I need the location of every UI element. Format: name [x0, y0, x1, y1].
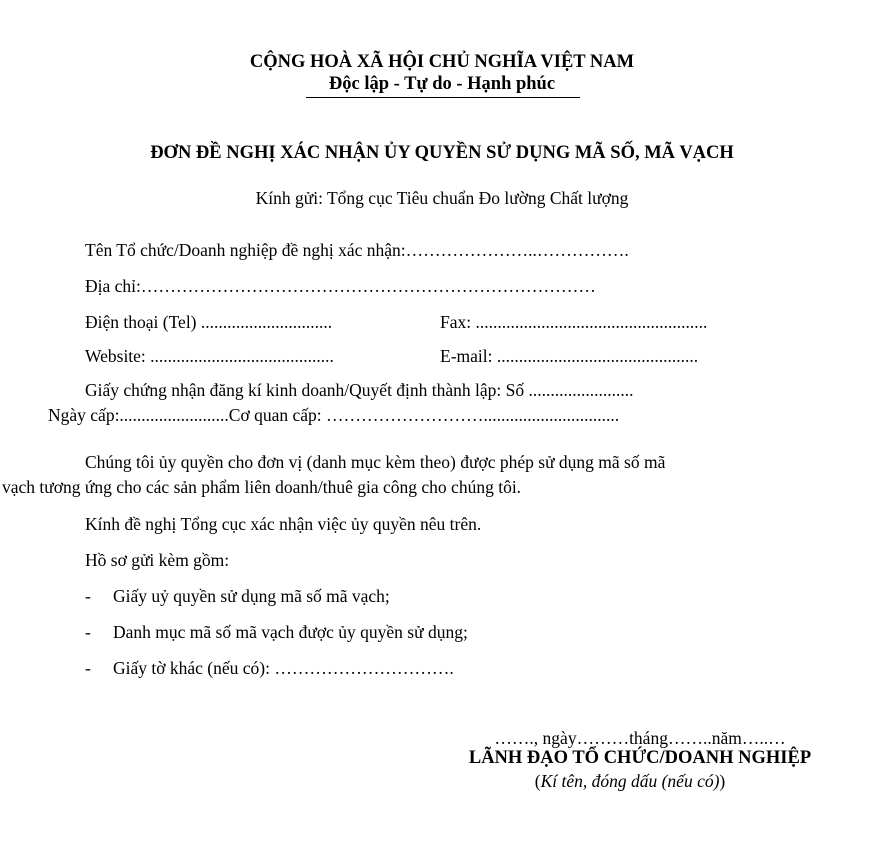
signature-note	[410, 771, 850, 791]
attachment-item: Giấy tờ khác (nếu có): ………………………….	[113, 658, 454, 678]
website-field: Website: ..........................................	[85, 346, 334, 366]
fax-field: Fax: .....................................................	[440, 312, 708, 332]
phone-field: Điện thoại (Tel) ..............................	[85, 312, 333, 332]
attachments-label: Hồ sơ gửi kèm gồm:	[85, 550, 230, 570]
motto-underline	[306, 97, 580, 98]
signature-note-open: (	[534, 771, 541, 791]
signature-note-close: )	[719, 771, 726, 791]
national-title: CỘNG HOÀ XÃ HỘI CHỦ NGHĨA VIỆT NAM	[249, 52, 635, 72]
recipient: Kính gửi: Tổng cục Tiêu chuẩn Đo lường Chất lượng	[255, 188, 629, 208]
issue-info-field: Ngày cấp:.........................Cơ quan cấp: ………………………...............................	[48, 405, 620, 425]
authorization-line-1: Chúng tôi ủy quyền cho đơn vị (danh mục kèm theo) được phép sử dụng mã số mã	[85, 452, 666, 472]
org-name-field: Tên Tổ chức/Doanh nghiệp đề nghị xác nhận:…………………..…………….	[85, 240, 629, 260]
attachment-item: Danh mục mã số mã vạch được ủy quyền sử dụng;	[113, 622, 468, 642]
request-text: Kính đề nghị Tổng cục xác nhận việc ủy quyền nêu trên.	[85, 514, 482, 534]
attachment-bullet: -	[85, 586, 91, 606]
email-field: E-mail: ..............................................	[440, 346, 699, 366]
authorization-line-2: vạch tương ứng cho các sản phẩm liên doanh/thuê gia công cho chúng tôi.	[2, 477, 522, 497]
form-title: ĐƠN ĐỀ NGHỊ XÁC NHẬN ỦY QUYỀN SỬ DỤNG MÃ SỐ, MÃ VẠCH	[150, 143, 734, 163]
signature-title: LÃNH ĐẠO TỔ CHỨC/DOANH NGHIỆP	[468, 748, 812, 768]
attachment-bullet: -	[85, 622, 91, 642]
address-field: Địa chỉ:……………………………………………………………………	[85, 276, 596, 296]
signature-date-line: ……., ngày………tháng……..năm…..…	[494, 728, 786, 748]
attachment-item: Giấy uỷ quyền sử dụng mã số mã vạch;	[113, 586, 390, 606]
national-motto: Độc lập - Tự do - Hạnh phúc	[328, 74, 556, 94]
business-cert-field: Giấy chứng nhận đăng kí kinh doanh/Quyết định thành lập: Số ........................	[85, 380, 634, 400]
signature-note-text: Kí tên, đóng dấu (nếu có)	[540, 771, 720, 791]
attachment-bullet: -	[85, 658, 91, 678]
